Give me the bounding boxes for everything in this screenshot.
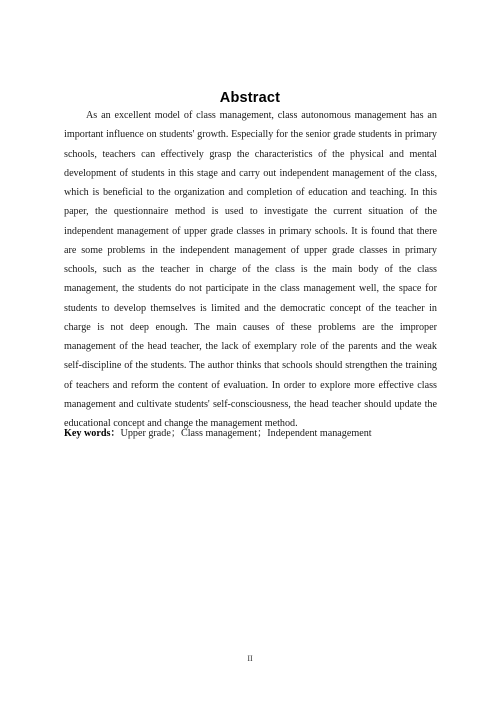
page-number: II [247,654,253,663]
keywords-label: Key words： [64,428,121,439]
page-title: Abstract [219,90,281,106]
keywords-line [64,424,444,443]
abstract-paragraph: As an excellent model of class management, class autonomous management has an important influence on students' growth. Especially for the senior grade students in primary schools, teachers can effectively grasp the characteristics of the physical and mental development of students in this stage and carry out independent management of the class, which is beneficial to the organization and completion of education and teaching. In this paper, the questionnaire method is used to investigate the current situation of the independent management of upper grade classes in primary schools. It is found that there are some problems in the independent management of upper grade classes in primary schools, such as the teacher in charge of the class is the main body of the class management, the students do not participate in the class management well, the space for students to develop themselves is limited and the democratic concept of the teacher in charge is not deep enough. The main causes of these problems are the improper management of the head teacher, the lack of exemplary role of the parents and the weak self-discipline of the students. The author thinks that schools should strengthen the training of teachers and reform the content of evaluation. In order to explore more effective class management and cultivate students' self-consciousness, the head teacher should update the educational concept and change the management method. [64,110,437,429]
keywords-value: Upper grade；Class management；Independent management [120,428,372,439]
